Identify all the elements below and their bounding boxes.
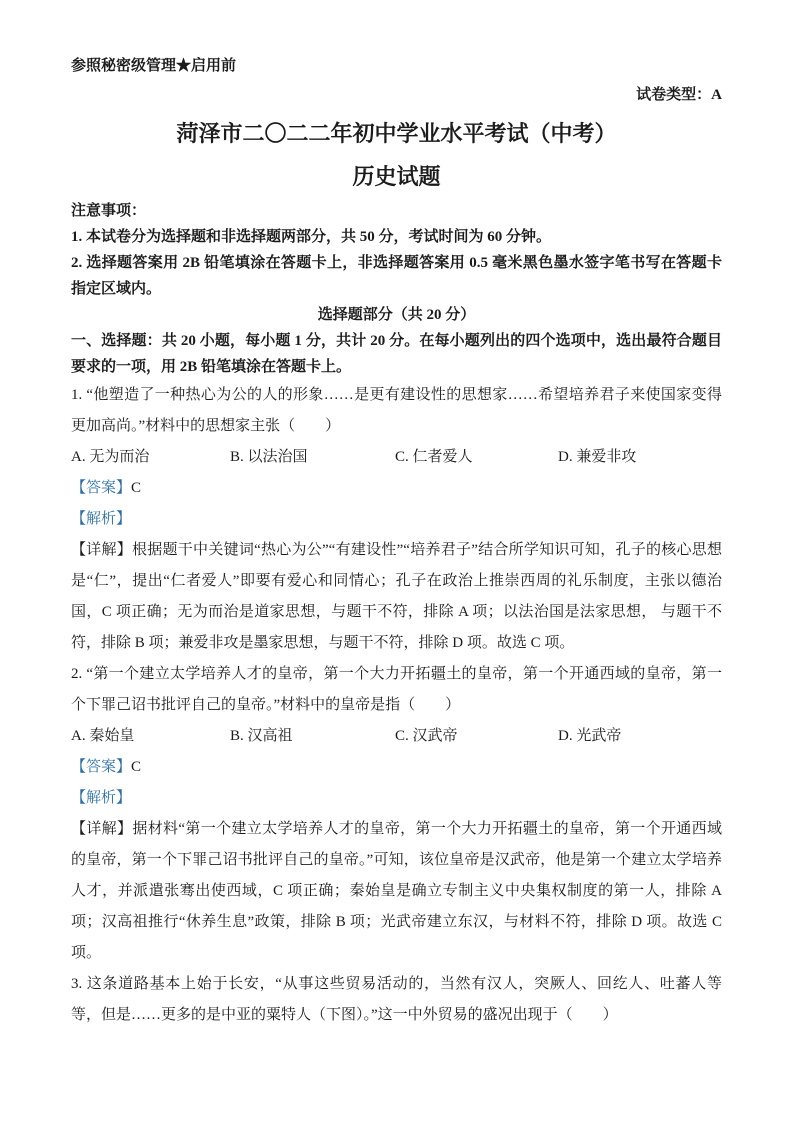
answer-line	[71, 473, 722, 504]
option-c: C. 仁者爱人	[395, 449, 473, 465]
answer-value: C	[131, 759, 142, 775]
analysis-line	[71, 783, 722, 814]
detail-text: 据材料“第一个建立太学培养人才的皇帝，第一个大力开拓疆土的皇帝，第一个开通西域的皇帝，第一个下罪己诏书批评自己的皇帝。”可知，该位皇帝是汉武帝，他是第一个建立太学培养人才，并派遣张骞出使西域，C 项正确；秦始皇是确立专制主义中央集权制度的第一人，排除 A 项；汉高祖推行“休养生息”政策，排除 B 项；光武帝建立东汉，与材料不符，排除 D 项。故选 C 项。	[71, 821, 722, 961]
option-a: A. 无为而治	[71, 449, 150, 465]
notes-heading: 注意事项：	[71, 203, 147, 219]
question-stem: 1. “他塑造了一种热心为公的人的形象……是更有建设性的思想家……希望培养君子来使国家变得更加高尚。”材料中的思想家主张（ ）	[71, 387, 722, 434]
option-c: C. 汉武帝	[395, 728, 458, 744]
option-d: D. 光武帝	[558, 728, 622, 744]
analysis-tag: 【解析】	[71, 511, 132, 527]
analysis-tag: 【解析】	[71, 790, 132, 806]
answer-line	[71, 752, 722, 783]
option-a: A. 秦始皇	[71, 728, 135, 744]
detail-tag: 【详解】	[71, 821, 133, 837]
question-options	[71, 721, 722, 752]
note-item-1: 1. 本试卷分为选择题和非选择题两部分，共 50 分，考试时间为 60 分钟。	[71, 229, 552, 245]
question-3	[71, 969, 722, 1031]
detail-paragraph	[71, 535, 722, 659]
detail-paragraph	[71, 814, 722, 969]
question-1	[71, 380, 722, 659]
analysis-line	[71, 504, 722, 535]
answer-tag: 【答案】	[71, 480, 132, 496]
question-stem: 3. 这条道路基本上始于长安，“从事这些贸易活动的，当然有汉人，突厥人、回纥人、吐蕃人等等，但是……更多的是中亚的粟特人（下图）。”这一中外贸易的盛况出现于（ ）	[71, 976, 722, 1023]
section-heading: 选择题部分（共 20 分）	[317, 307, 476, 323]
detail-text: 根据题干中关键词“热心为公”“有建设性”“培养君子”结合所学知识可知，孔子的核心思想是“仁”，提出“仁者爱人”即要有爱心和同情心；孔子在政治上推崇西周的礼乐制度，主张以德治国，C 项正确；无为而治是道家思想，与题干不符，排除 A 项；以法治国是法家思想， 与题干不符，排除 B 项；兼爱非攻是墨家思想，与题干不符，排除 D 项。故选 C 项。	[71, 542, 722, 651]
exam-subtitle: 历史试题	[352, 164, 441, 189]
answer-tag: 【答案】	[71, 759, 132, 775]
option-d: D. 兼爱非攻	[558, 449, 637, 465]
note-item-2: 2. 选择题答案用 2B 铅笔填涂在答题卡上，非选择题答案用 0.5 毫米黑色墨水签字笔书写在答题卡指定区域内。	[71, 255, 722, 297]
exam-title: 菏泽市二〇二二年初中学业水平考试（中考）	[176, 121, 617, 146]
option-b: B. 汉高祖	[230, 728, 293, 744]
detail-tag: 【详解】	[71, 542, 133, 558]
section-intro: 一、选择题：共 20 小题，每小题 1 分，共计 20 分。在每小题列出的四个选项中，选出最符合题目要求的一项，用 2B 铅笔填涂在答题卡上。	[71, 333, 722, 375]
answer-value: C	[131, 480, 142, 496]
paper-type-label: 试卷类型：A	[636, 87, 722, 103]
question-stem: 2. “第一个建立太学培养人才的皇帝，第一个大力开拓疆土的皇帝，第一个开通西域的皇帝，第一个下罪己诏书批评自己的皇帝。”材料中的皇帝是指（ ）	[71, 666, 722, 713]
option-b: B. 以法治国	[230, 449, 308, 465]
question-options	[71, 442, 722, 473]
classification-notice: 参照秘密级管理★启用前	[71, 58, 237, 74]
question-2	[71, 659, 722, 969]
